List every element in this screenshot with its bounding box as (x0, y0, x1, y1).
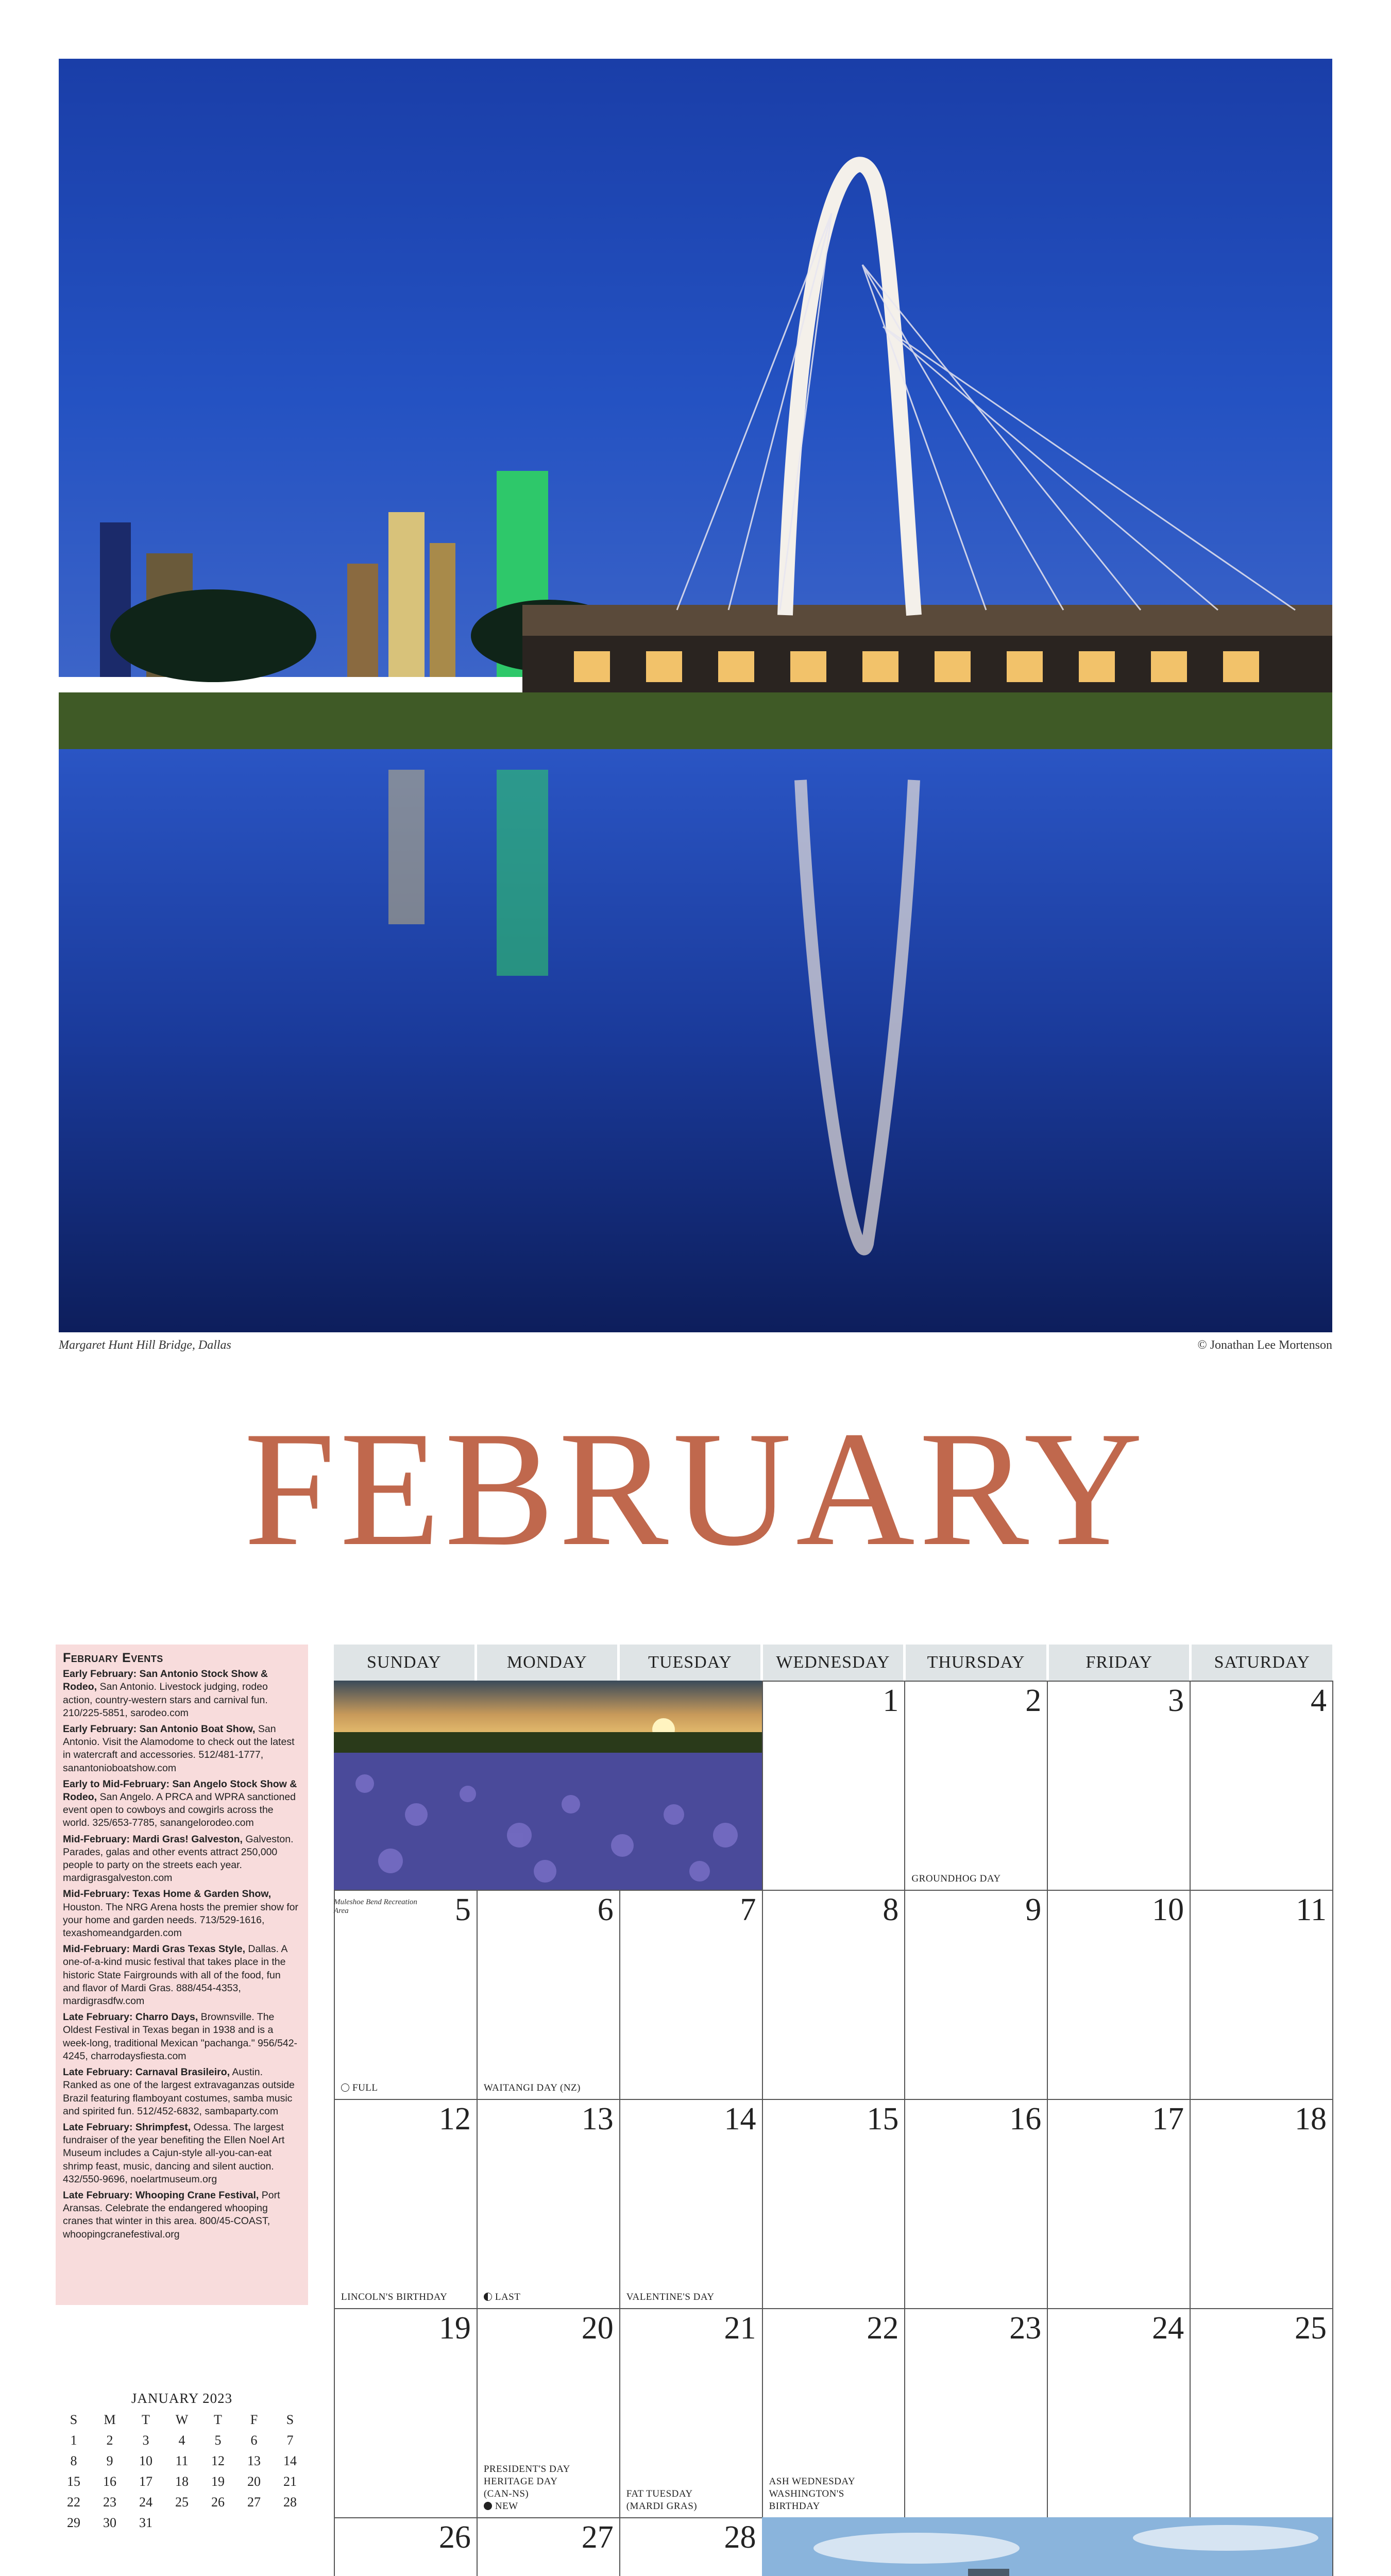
mini-calendar-day: 22 (67, 2495, 80, 2510)
day-note (769, 2476, 856, 2487)
events-heading: February Events (63, 1651, 163, 1665)
mini-calendar-day: 7 (286, 2433, 294, 2448)
day-number: 9 (1025, 1892, 1042, 1927)
day-note (484, 2464, 570, 2475)
day-number: 13 (581, 2102, 614, 2137)
mini-calendar-day: 20 (247, 2474, 261, 2489)
weekday-header: SATURDAY (1189, 1645, 1332, 1681)
day-number: 24 (1152, 2311, 1184, 2346)
event-item (63, 2121, 300, 2186)
mini-calendar-day (236, 2513, 272, 2533)
day-note (626, 2501, 697, 2512)
day-note-text: FULL (352, 2082, 378, 2093)
event-title: Early to Mid-February: San Angelo Stock Show & Rodeo, (63, 1778, 297, 1803)
mini-calendar-day: 3 (142, 2433, 149, 2448)
day-note-text: FAT TUESDAY (626, 2488, 693, 2499)
weekday-header: MONDAY (474, 1645, 618, 1681)
mini-calendar-day: 18 (175, 2474, 189, 2489)
mini-calendar-day: 15 (67, 2474, 80, 2489)
day-number: 20 (581, 2311, 614, 2346)
day-note (911, 1873, 1000, 1885)
event-item (63, 1943, 300, 2008)
day-number: 27 (581, 2520, 614, 2555)
day-number: 25 (1294, 2311, 1327, 2346)
day-number: 4 (1310, 1683, 1327, 1718)
day-note (626, 2488, 697, 2500)
mini-calendar-day (164, 2513, 200, 2533)
mini-calendar-january (56, 2391, 308, 2533)
mini-calendar-day: 29 (67, 2515, 80, 2530)
bluebonnet-caption: Muleshoe Bend Recreation Area (334, 1898, 417, 1915)
day-cell (477, 2308, 620, 2517)
day-number: 5 (454, 1892, 471, 1927)
mini-calendar-weekday: F (250, 2412, 258, 2427)
day-cell (1190, 2099, 1333, 2308)
day-number: 2 (1025, 1683, 1042, 1718)
day-number: 21 (724, 2311, 756, 2346)
event-body: Dallas. A one-of-a-kind music festival that takes place in the historic State Fairgrounds with all of the food, fun and flavor of Mardi Gras. 888/454-4353, mardigrasdfw.com (63, 1943, 287, 2007)
moon-phase-icon (341, 2083, 349, 2092)
mini-calendar-day: 13 (247, 2453, 261, 2468)
mini-calendar-day: 14 (283, 2453, 297, 2468)
mini-calendar-day: 12 (211, 2453, 225, 2468)
day-cell (619, 1890, 762, 2099)
weekday-header: TUESDAY (617, 1645, 760, 1681)
day-number: 23 (1009, 2311, 1042, 2346)
mini-calendar-day (200, 2513, 236, 2533)
day-note-text: ASH WEDNESDAY (769, 2476, 856, 2487)
day-cell (762, 1681, 905, 1890)
day-number: 1 (883, 1683, 899, 1718)
day-cell (1047, 1890, 1190, 2099)
day-note (341, 2082, 378, 2094)
mini-calendar-weekday: T (142, 2412, 150, 2427)
day-number: 18 (1294, 2102, 1327, 2137)
event-title: Late February: Whooping Crane Festival, (63, 2189, 259, 2201)
mini-calendar-title: JANUARY 2023 (131, 2391, 233, 2406)
day-notes (769, 2475, 856, 2512)
day-note-text: (CAN-NS) (483, 2488, 529, 2499)
hero-credit: © Jonathan Lee Mortenson (1197, 1338, 1332, 1352)
mini-calendar-day: 11 (175, 2453, 189, 2468)
day-number: 3 (1168, 1683, 1184, 1718)
day-number: 22 (867, 2311, 899, 2346)
hero-caption: Margaret Hunt Hill Bridge, Dallas (59, 1338, 231, 1352)
day-note-text: LAST (495, 2292, 521, 2302)
event-title: Late February: Charro Days, (63, 2011, 198, 2023)
day-notes (341, 2291, 447, 2303)
day-cell (477, 2099, 620, 2308)
mini-calendar-day: 21 (283, 2474, 297, 2489)
grid-border (1332, 1681, 1333, 2576)
day-note-text: LINCOLN'S BIRTHDAY (341, 2292, 448, 2302)
day-notes (911, 1872, 1000, 1885)
day-cell (1190, 1890, 1333, 2099)
day-number: 14 (724, 2102, 756, 2137)
day-notes (484, 2463, 570, 2512)
events-panel (56, 1645, 308, 2305)
day-cell (762, 2308, 905, 2517)
mini-calendar-weekday: T (214, 2412, 222, 2427)
events-list (63, 1668, 300, 2241)
mini-calendar-day: 6 (250, 2433, 258, 2448)
day-cell (1047, 2308, 1190, 2517)
month-title: FEBRUARY (244, 1398, 1147, 1580)
mini-calendar-day: 4 (178, 2433, 185, 2448)
day-cell (904, 2308, 1047, 2517)
day-cell (619, 2517, 762, 2576)
day-number: 6 (597, 1892, 614, 1927)
event-body: San Antonio. Visit the Alamodome to check out the latest in watercraft and accessories. 512/481-1777, sanantonioboatshow.com (63, 1723, 295, 1774)
event-body: San Angelo. A PRCA and WPRA sanctioned event open to cowboys and cowgirls across the world. 325/653-7785, sanangelorodeo.com (63, 1791, 296, 1829)
event-body: San Antonio. Livestock judging, rodeo action, country-western stars and carnival fun. 210/225-5851, sarodeo.com (63, 1681, 268, 1719)
day-note-text: VALENTINE'S DAY (626, 2292, 715, 2302)
day-note-text: HERITAGE DAY (483, 2476, 558, 2487)
day-cell (904, 1681, 1047, 1890)
event-item (63, 2011, 300, 2063)
event-body: Houston. The NRG Arena hosts the premier show for your home and garden needs. 713/529-1616, texashomeandgarden.com (63, 1901, 299, 1939)
bridge-photo-illustration (59, 59, 1332, 1332)
day-number: 17 (1152, 2102, 1184, 2137)
mini-calendar-weekday: M (104, 2412, 116, 2427)
weekday-header: SUNDAY (334, 1645, 474, 1681)
day-notes (626, 2487, 697, 2512)
day-cell (1047, 1681, 1190, 1890)
day-number: 19 (438, 2311, 471, 2346)
day-note-text: NEW (495, 2501, 518, 2512)
day-cell (477, 1890, 620, 2099)
day-cell (904, 1890, 1047, 2099)
city-photo (762, 2517, 1332, 2576)
day-note (484, 2082, 581, 2094)
day-cell (762, 1890, 905, 2099)
day-notes (484, 2081, 581, 2094)
day-note-text: PRESIDENT'S DAY (483, 2464, 570, 2475)
day-note-text: (MARDI GRAS) (626, 2501, 698, 2512)
hero-photo (59, 59, 1332, 1332)
day-note (484, 2501, 570, 2512)
mini-calendar-day: 9 (106, 2453, 113, 2468)
weekday-header: WEDNESDAY (760, 1645, 904, 1681)
day-number: 11 (1296, 1892, 1327, 1927)
day-number: 7 (740, 1892, 756, 1927)
mini-calendar-day: 26 (211, 2495, 225, 2510)
day-number: 8 (883, 1892, 899, 1927)
day-notes (341, 2081, 378, 2094)
day-cell (1190, 1681, 1333, 1890)
event-body: Austin. Ranked as one of the largest extravaganzas outside Brazil featuring flamboyant costumes, samba music and spirited fun. 512/452-6832, sambaparty.com (63, 2066, 295, 2117)
day-cell (619, 2099, 762, 2308)
moon-phase-icon (484, 2502, 492, 2510)
mini-calendar-day: 5 (214, 2433, 222, 2448)
day-number: 12 (438, 2102, 471, 2137)
weekday-header: THURSDAY (903, 1645, 1046, 1681)
day-note (341, 2292, 447, 2303)
mini-calendar-day: 2 (106, 2433, 113, 2448)
day-note (484, 2488, 570, 2500)
event-item (63, 1833, 300, 1885)
event-body: Port Aransas. Celebrate the endangered whooping cranes that winter in this area. 800/45-COAST, whoopingcranefestival.org (63, 2189, 280, 2240)
day-note (769, 2488, 856, 2500)
day-cell (334, 2517, 477, 2576)
day-cell (334, 2308, 477, 2517)
weekday-header: FRIDAY (1046, 1645, 1190, 1681)
mini-calendar-day: 24 (139, 2495, 152, 2510)
event-title: Early February: San Antonio Stock Show & Rodeo, (63, 1668, 268, 1693)
day-cell (477, 2517, 620, 2576)
day-cell (334, 1890, 477, 2099)
day-notes (484, 2291, 521, 2303)
mini-calendar-day: 30 (103, 2515, 116, 2530)
day-number: 16 (1009, 2102, 1042, 2137)
day-cell (762, 2099, 905, 2308)
mini-calendar-day: 8 (70, 2453, 77, 2468)
day-cell (904, 2099, 1047, 2308)
event-item (63, 1668, 300, 1720)
day-number: 28 (724, 2520, 756, 2555)
weekday-header-row (334, 1645, 1332, 1681)
event-body: Brownsville. The Oldest Festival in Texas began in 1938 and is a week-long, traditional Mexican "pachanga." 956/542-4245, charrodaysfiesta.com (63, 2011, 298, 2062)
day-note (626, 2292, 715, 2303)
bluebonnet-photo (334, 1681, 762, 1890)
event-item (63, 1723, 300, 1775)
day-number: 15 (867, 2102, 899, 2137)
moon-phase-icon (484, 2293, 492, 2301)
day-number: 26 (438, 2520, 471, 2555)
event-item (63, 2066, 300, 2118)
event-item (63, 2189, 300, 2241)
day-cell (1047, 2099, 1190, 2308)
mini-calendar-day: 25 (175, 2495, 189, 2510)
day-note-text: WASHINGTON'S (769, 2488, 844, 2499)
event-title: Early February: San Antonio Boat Show, (63, 1723, 256, 1735)
event-item (63, 1778, 300, 1830)
mini-calendar-day: 27 (247, 2495, 261, 2510)
day-note-text: WAITANGI DAY (NZ) (483, 2082, 581, 2093)
mini-calendar-day: 28 (283, 2495, 297, 2510)
mini-calendar-day: 1 (70, 2433, 77, 2448)
day-notes (626, 2291, 715, 2303)
event-title: Late February: Carnaval Brasileiro, (63, 2066, 230, 2078)
event-body: Odessa. The largest fundraiser of the year benefiting the Ellen Noel Art Museum includes a Cajun-style all-you-can-eat shrimp feast, music, dancing and silent auction. 432/550-9696, noelartmuseum.org (63, 2121, 285, 2185)
day-note (484, 2476, 570, 2487)
day-number: 10 (1152, 1892, 1184, 1927)
day-note (484, 2292, 521, 2303)
mini-calendar-day: 31 (139, 2515, 152, 2530)
event-title: Mid-February: Mardi Gras! Galveston, (63, 1833, 243, 1845)
mini-calendar-day (272, 2513, 308, 2533)
mini-calendar-weekday: S (70, 2412, 78, 2427)
mini-calendar-day: 17 (139, 2474, 152, 2489)
event-item (63, 1888, 300, 1940)
mini-calendar-weekday: S (286, 2412, 294, 2427)
event-title: Mid-February: Mardi Gras Texas Style, (63, 1943, 245, 1955)
mini-calendar-day: 23 (103, 2495, 116, 2510)
day-note (769, 2501, 856, 2512)
mini-calendar-day: 19 (211, 2474, 225, 2489)
day-note-text: GROUNDHOG DAY (911, 1873, 1001, 1884)
day-note-text: BIRTHDAY (769, 2501, 820, 2512)
event-title: Mid-February: Texas Home & Garden Show, (63, 1888, 272, 1900)
mini-calendar-day: 16 (103, 2474, 116, 2489)
day-cell (334, 2099, 477, 2308)
event-title: Late February: Shrimpfest, (63, 2121, 191, 2133)
mini-calendar-weekday: W (175, 2412, 189, 2427)
mini-calendar-day: 10 (139, 2453, 152, 2468)
day-cell (619, 2308, 762, 2517)
day-cell (1190, 2308, 1333, 2517)
event-body: Galveston. Parades, galas and other events attract 250,000 people to party on the streets each year. mardigrasgalveston.com (63, 1833, 294, 1884)
